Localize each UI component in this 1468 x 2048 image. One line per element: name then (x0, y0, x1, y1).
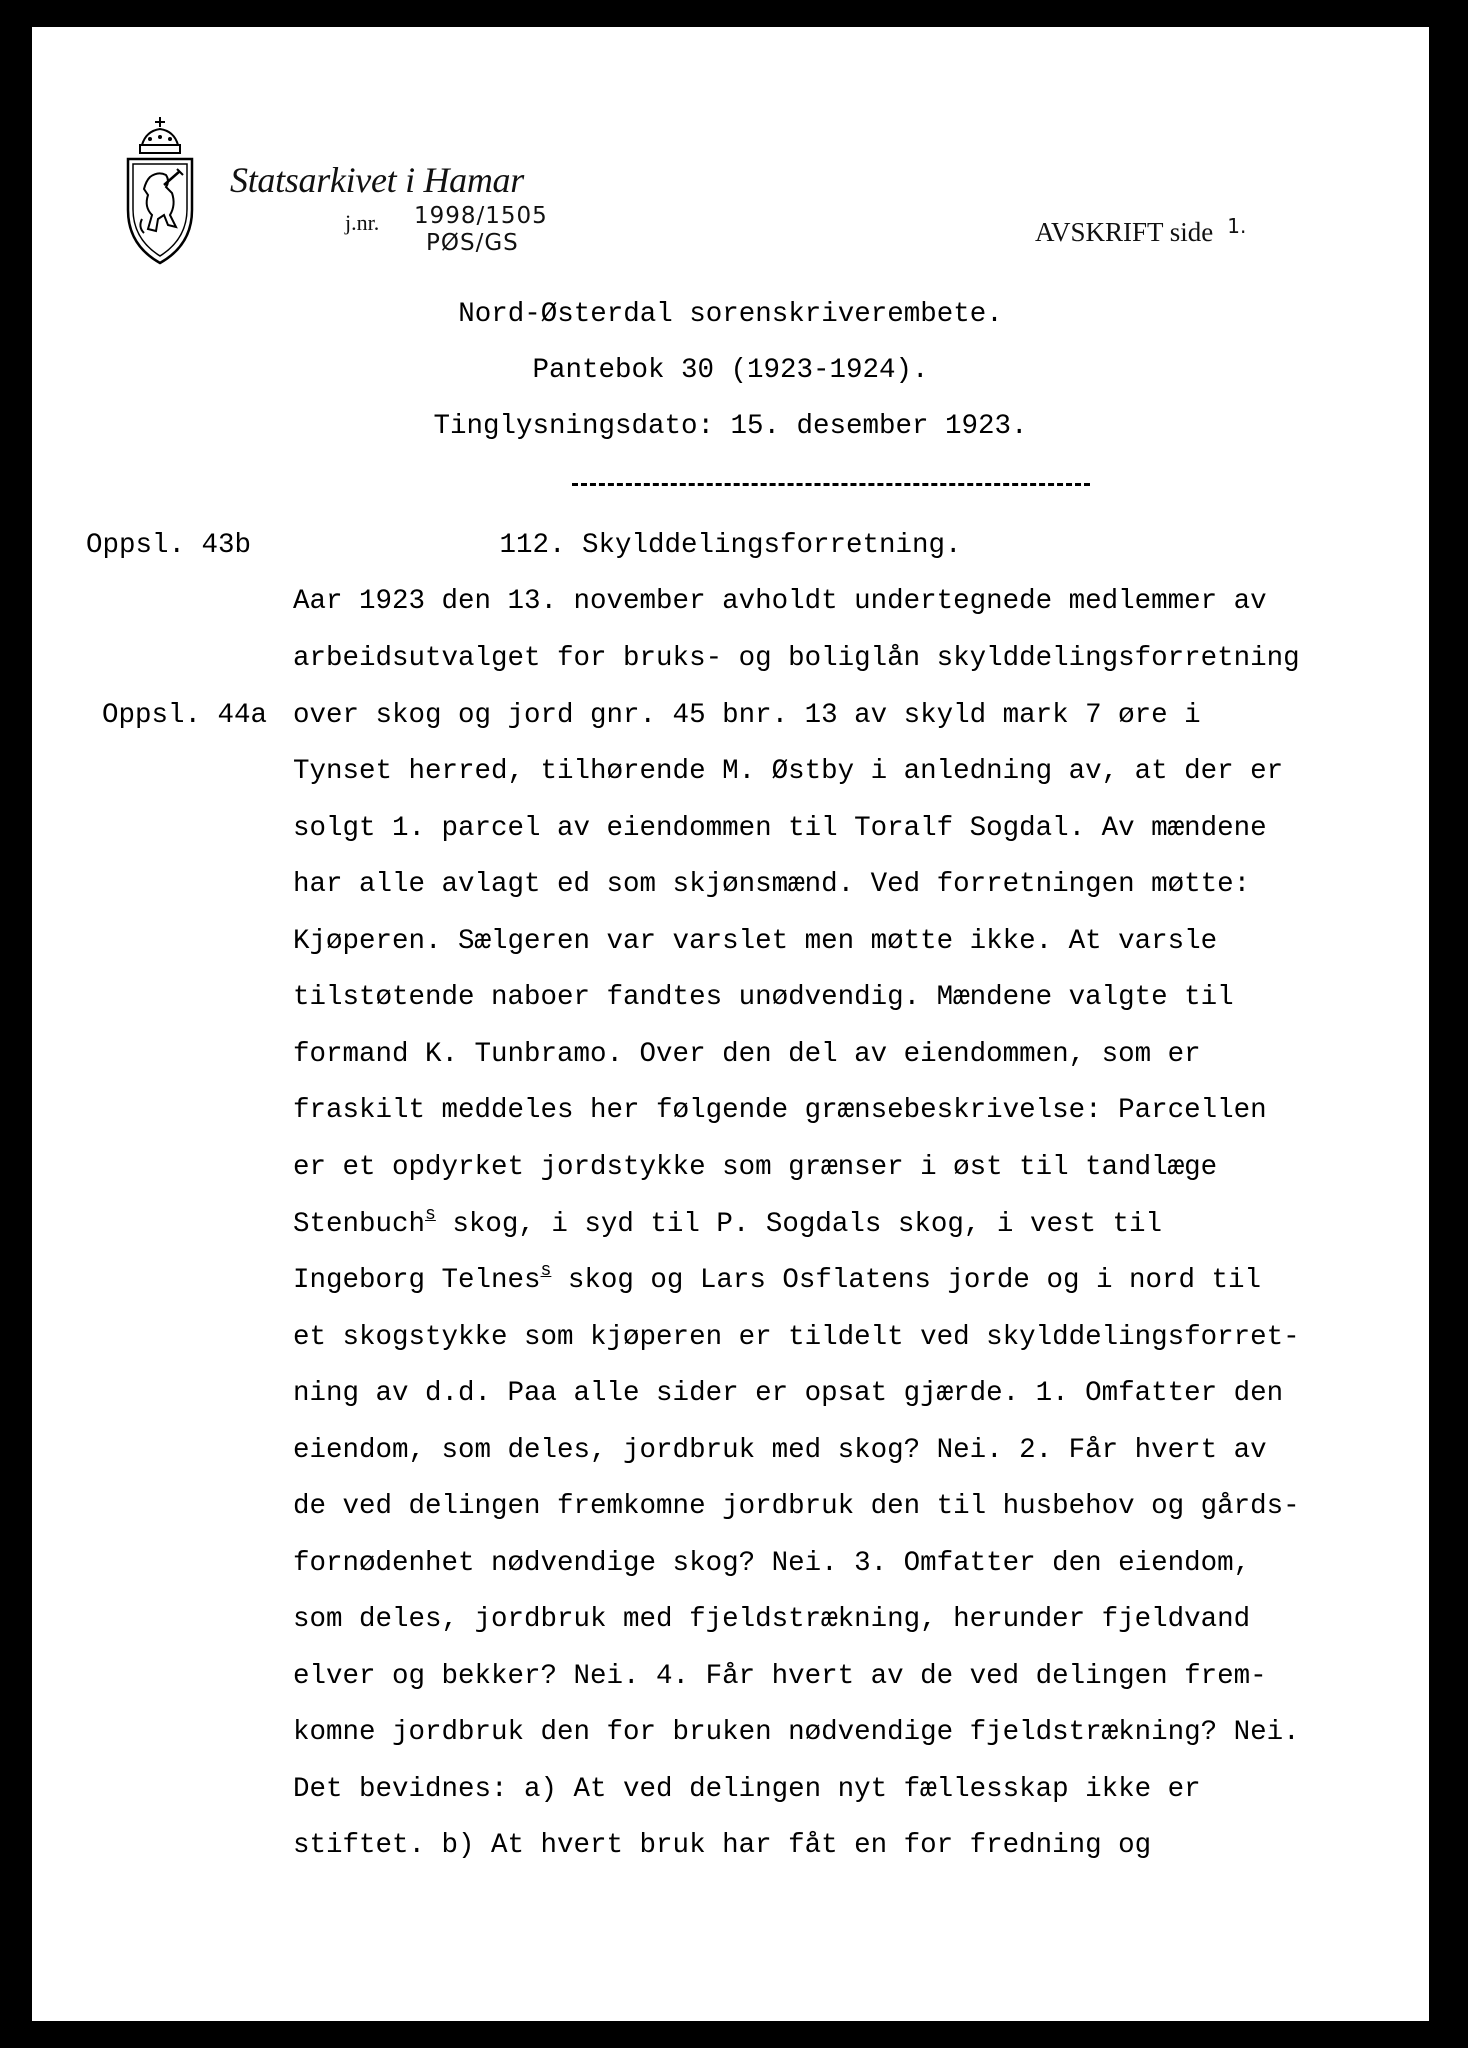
separator-rule (572, 483, 1090, 486)
body-line: komne jordbruk den for bruken nødvendige fjeldstrækning? Nei. (293, 1717, 1300, 1748)
margin-note-oppsl-44a: Oppsl. 44a (102, 700, 268, 731)
body-line: arbeidsutvalget for bruks- og boliglån skylddelingsforretning (293, 643, 1300, 674)
book-title: Pantebok 30 (1923-1924). (532, 355, 929, 386)
body-line (293, 1261, 1261, 1296)
body-line: eiendom, som deles, jordbruk med skog? Nei. 2. Får hvert av (293, 1435, 1267, 1466)
body-line: formand K. Tunbramo. Over den del av eiendommen, som er (293, 1039, 1201, 1070)
superscript-s: s (425, 1205, 436, 1225)
body-line: stiftet. b) At hvert bruk har fåt en for fredning og (293, 1830, 1152, 1861)
body-line: solgt 1. parcel av eiendommen til Toralf Sogdal. Av mændene (293, 813, 1267, 844)
body-line: elver og bekker? Nei. 4. Får hvert av de ved delingen frem- (293, 1661, 1267, 1692)
archive-name: Statsarkivet i Hamar (230, 160, 524, 200)
document-page (32, 27, 1429, 2021)
body-line: Kjøperen. Sælgeren var varslet men møtte ikke. At varsle (293, 926, 1218, 957)
body-line: Det bevidnes: a) At ved delingen nyt fællesskap ikke er (293, 1774, 1201, 1805)
body-text: Ingeborg Telnes (293, 1265, 541, 1296)
body-line: over skog og jord gnr. 45 bnr. 13 av skyld mark 7 øre i (293, 700, 1201, 731)
body-line: Aar 1923 den 13. november avholdt undertegnede medlemmer av (293, 586, 1267, 617)
transcript-page-label (1035, 214, 1247, 248)
registration-date: Tinglysningsdato: 15. desember 1923. (433, 411, 1028, 442)
body-line: har alle avlagt ed som skjønsmænd. Ved forretningen møtte: (293, 869, 1251, 900)
margin-note-oppsl-43b: Oppsl. 43b (86, 530, 252, 561)
body-line: ning av d.d. Paa alle sider er opsat gjærde. 1. Omfatter den (293, 1378, 1284, 1409)
body-line: er et opdyrket jordstykke som grænser i øst til tandlæge (293, 1152, 1218, 1183)
transcript-page-number: 1. (1227, 214, 1247, 238)
body-line: et skogstykke som kjøperen er tildelt ved skylddelingsforret- (293, 1322, 1300, 1353)
body-line: fornødenhet nødvendige skog? Nei. 3. Omfatter den eiendom, (293, 1548, 1251, 1579)
body-line: tilstøtende naboer fandtes unødvendig. Mændene valgte til (293, 982, 1234, 1013)
body-line: Tynset herred, tilhørende M. Østby i anledning av, at der er (293, 756, 1284, 787)
journal-number-stamp: 1998/1505 (414, 203, 548, 229)
body-line: som deles, jordbruk med fjeldstrækning, herunder fjeldvand (293, 1604, 1251, 1635)
office-title: Nord-Østerdal sorenskriverembete. (458, 299, 1003, 330)
body-line: de ved delingen fremkomne jordbruk den til husbehov og gårds- (293, 1491, 1300, 1522)
body-line: fraskilt meddeles her følgende grænsebeskrivelse: Parcellen (293, 1095, 1267, 1126)
norwegian-coat-of-arms-icon (120, 115, 200, 270)
journal-initials-stamp: PØS/GS (426, 230, 519, 256)
body-text: Stenbuch (293, 1209, 426, 1240)
body-text: skog og Lars Osflatens jorde og i nord til (551, 1265, 1261, 1296)
body-text: skog, i syd til P. Sogdals skog, i vest til (435, 1209, 1162, 1240)
body-line (293, 1205, 1162, 1240)
superscript-s: s (540, 1261, 552, 1281)
journal-number-label: j.nr. (345, 210, 380, 235)
transcript-label: AVSKRIFT side (1035, 217, 1214, 247)
entry-heading: 112. Skylddelingsforretning. (499, 530, 962, 561)
